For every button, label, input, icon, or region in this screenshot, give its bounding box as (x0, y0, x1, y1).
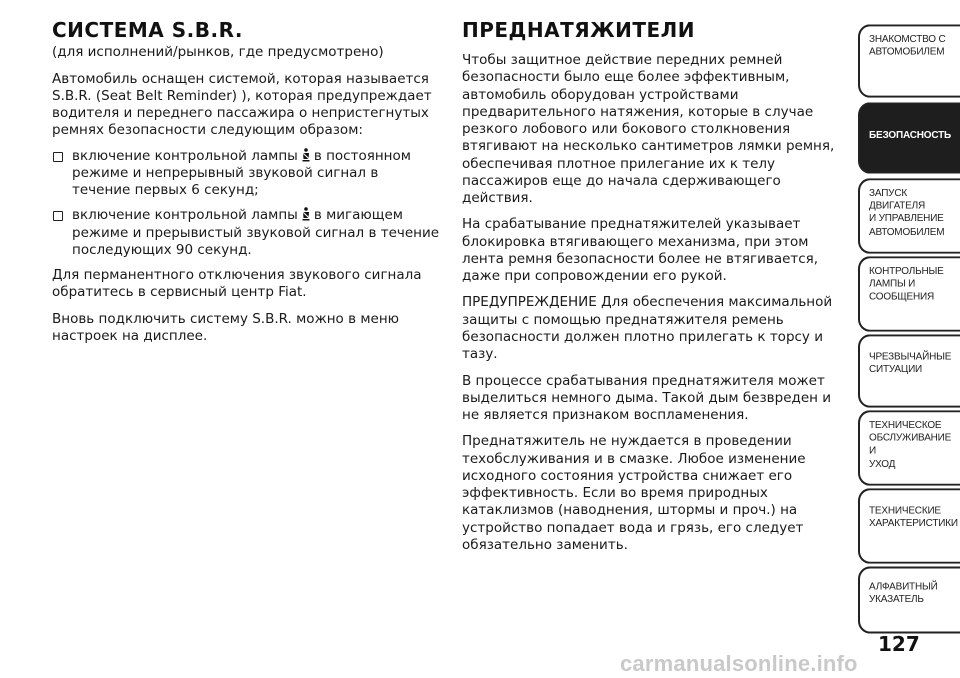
left-column (52, 18, 440, 345)
sbr-disable-paragraph: Для перманентного отключения звукового сигнала обратитесь в сервисный центр Fiat. (52, 267, 422, 301)
tab-starting-and-driving[interactable]: ЗАПУСК ДВИГАТЕЛЯ И УПРАВЛЕНИЕ АВТОМОБИЛЕМ (858, 178, 960, 254)
sbr-reenable-paragraph: Вновь подключить систему S.B.R. можно в меню настроек на дисплее. (52, 310, 400, 344)
sbr-intro-paragraph: Автомобиль оснащен системой, которая называется S.B.R. (Seat Belt Reminder) ), которая предупреждает водителя и переднего пассажира о непристегнутых ремнях безопасности следующим образом: (52, 70, 432, 139)
seatbelt-warning-icon (301, 148, 311, 162)
tab-technical-specifications[interactable]: ТЕХНИЧЕСКИЕ ХАРАКТЕРИСТИКИ (858, 488, 960, 564)
section-subtitle: (для исполнений/рынков, где предусмотрено) (52, 44, 384, 60)
tab-maintenance-and-care[interactable]: ТЕХНИЧЕСКОЕ ОБСЛУЖИВАНИЕ И УХОД (858, 410, 960, 486)
chapter-tabs-sidebar (858, 0, 960, 678)
section-title-pretensioners: ПРЕДНАТЯЖИТЕЛИ (462, 18, 696, 42)
list-item: включение контрольной лампы в постоянном режиме и непрерывный звуковой сигнал в течение первых 6 секунд; (52, 148, 440, 200)
pretensioner-paragraph: Чтобы защитное действие передних ремней безопасности было еще более эффективным, автомобиль оборудован устройствами предварительного натяжения, которые в случае резкого лобового или бокового столкновения втягивают на несколько сантиметров лямки ремня, обеспечивая плотное прилегание их к телу пассажиров еще до начала сдерживающего действия. (462, 52, 835, 207)
sbr-bullet-list (52, 148, 440, 260)
right-column (462, 18, 850, 554)
checkbox-bullet-icon (53, 152, 63, 162)
seatbelt-warning-icon (301, 207, 311, 221)
pretensioner-paragraph: В процессе срабатывания преднатяжителя может выделиться немного дыма. Такой дым безвреден и не является признаком воспламенения. (462, 372, 832, 424)
page-number: 127 (878, 632, 920, 656)
pretensioner-paragraph: На срабатывание преднатяжителей указывает блокировка втягивающего механизма, при этом лента ремня безопасности более не втягивается, даже при сопровождении его рукой. (462, 216, 819, 285)
tab-emergency[interactable]: ЧРЕЗВЫЧАЙНЫЕ СИТУАЦИИ (858, 334, 960, 408)
section-title-sbr: СИСТЕМА S.B.R. (52, 18, 243, 42)
pretensioner-paragraph: Преднатяжитель не нуждается в проведении техобслуживания и в смазке. Любое изменение исходного состояния устройства снижает его эффективность. Если во время природных катаклизмов (наводнения, штормы и проч.) на устройство попадает вода и грязь, его следует обязательно заменить. (462, 433, 806, 553)
watermark-text: carmanualsonline.info (620, 651, 858, 676)
tab-alphabetical-index[interactable]: АЛФАВИТНЫЙ УКАЗАТЕЛЬ (858, 566, 960, 633)
tab-warning-lights-and-messages[interactable]: КОНТРОЛЬНЫЕ ЛАМПЫ И СООБЩЕНИЯ (858, 256, 960, 332)
checkbox-bullet-icon (53, 211, 63, 221)
tab-getting-to-know-car[interactable]: ЗНАКОМСТВО С АВТОМОБИЛЕМ (858, 24, 960, 98)
tab-safety[interactable]: БЕЗОПАСНОСТЬ (858, 102, 960, 173)
warning-paragraph: ПРЕДУПРЕЖДЕНИЕ Для обеспечения максимальной защиты с помощью преднатяжителя ремень безопасности должен плотно прилегать к торсу и тазу. (462, 294, 833, 363)
list-item: включение контрольной лампы в мигающем режиме и прерывистый звуковой сигнал в течение последующих 90 секунд. (52, 207, 440, 259)
